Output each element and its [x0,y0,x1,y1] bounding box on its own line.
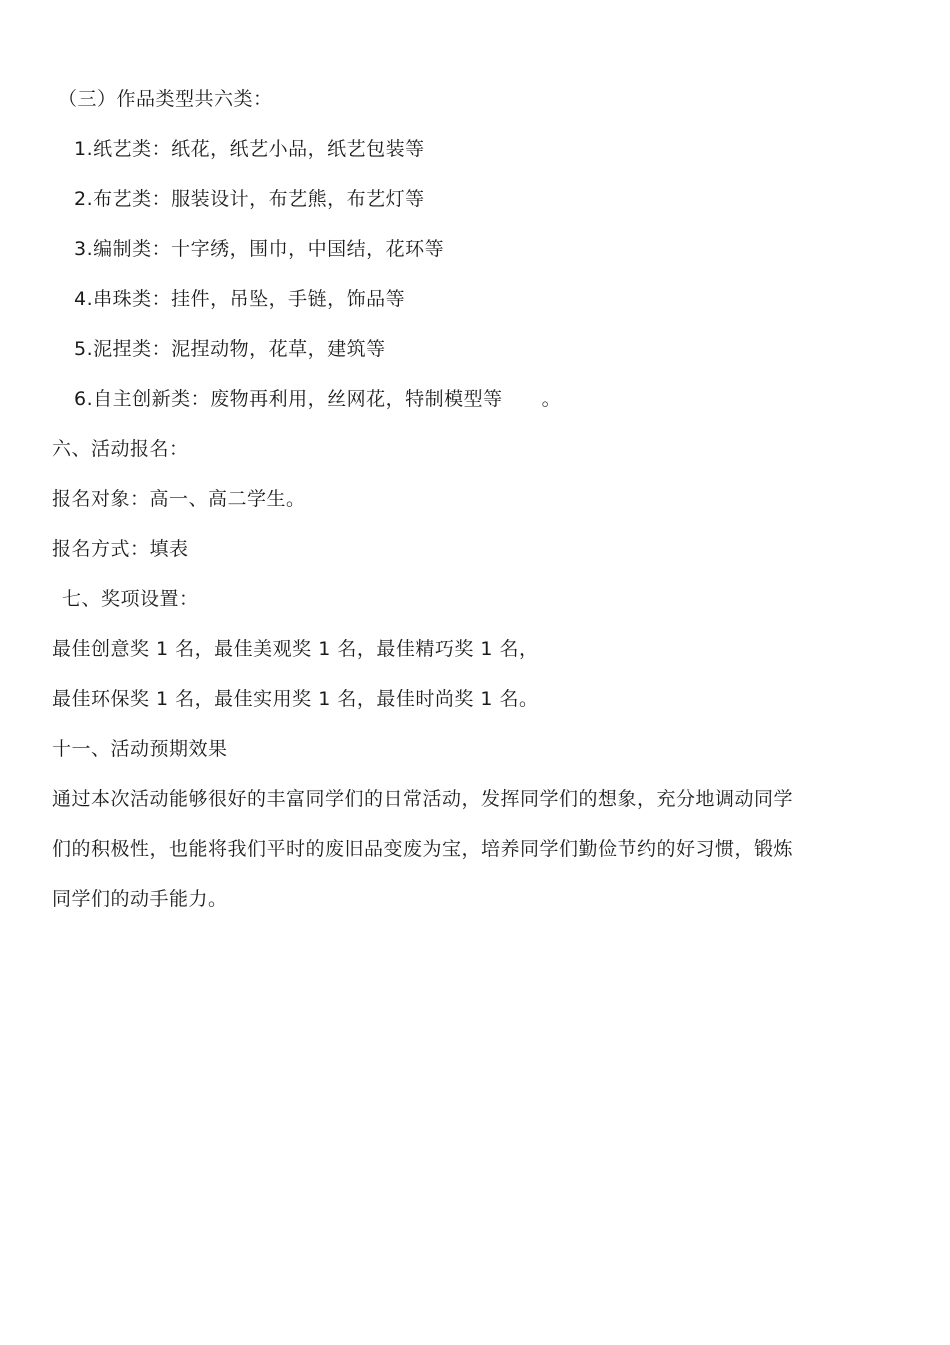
effect-heading: 十一、活动预期效果 [52,738,228,760]
awards-heading: 七、奖项设置： [62,588,199,610]
awards-line: 最佳创意奖 1 名，最佳美观奖 1 名，最佳精巧奖 1 名， [52,638,539,660]
work-type-item: 1.纸艺类：纸花，纸艺小品，纸艺包装等 [74,138,425,160]
effect-paragraph-line: 们的积极性，也能将我们平时的废旧品变废为宝，培养同学们勤俭节约的好习惯，锻炼 [52,838,794,860]
effect-paragraph-line: 同学们的动手能力。 [52,888,228,910]
effect-paragraph-line: 通过本次活动能够很好的丰富同学们的日常活动，发挥同学们的想象，充分地调动同学 [52,788,794,810]
registration-target: 报名对象：高一、高二学生。 [52,488,306,510]
work-type-item: 6.自主创新类：废物再利用，丝网花，特制模型等 。 [74,388,562,410]
work-type-item: 5.泥捏类：泥捏动物，花草，建筑等 [74,338,386,360]
work-type-item: 4.串珠类：挂件，吊坠，手链，饰品等 [74,288,406,310]
registration-heading: 六、活动报名： [52,438,189,460]
awards-line: 最佳环保奖 1 名，最佳实用奖 1 名，最佳时尚奖 1 名。 [52,688,539,710]
work-type-item: 2.布艺类：服装设计，布艺熊，布艺灯等 [74,188,425,210]
work-type-item: 3.编制类：十字绣，围巾，中国结，花环等 [74,238,445,260]
section-works-heading: （三）作品类型共六类： [58,88,273,110]
registration-method: 报名方式：填表 [52,538,189,560]
